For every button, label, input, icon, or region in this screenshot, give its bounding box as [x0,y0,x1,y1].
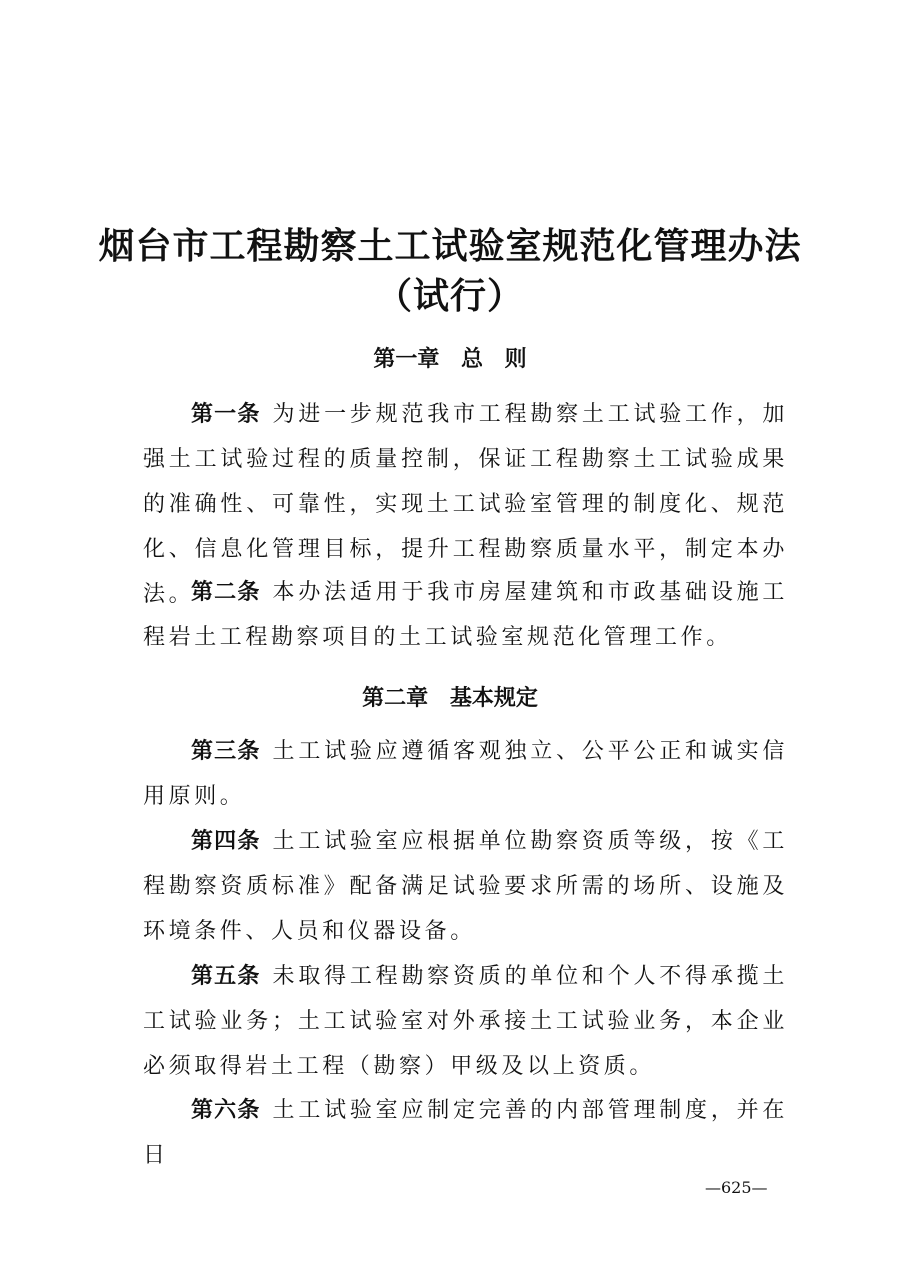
document-subtitle: （试行） [375,276,524,317]
article-paragraph [143,954,788,1089]
article-label: 第一条 [191,402,261,427]
page-number: —625— [705,1178,768,1197]
article-label: 第六条 [191,1098,261,1123]
article-text: 为进一步规范我市工程勘察土工试验工作，加强土工试验过程的质量控制，保证工程勘察土工试验成果的准确性、可靠性，实现土工试验室管理的制度化、规范化、信息化管理目标，提升工程勘察质量水平，制定本办法。 [143,402,788,607]
article-text: 未取得工程勘察资质的单位和个人不得承揽土工试验业务；土工试验室对外承接土工试验业务，本企业必须取得岩土工程（勘察）甲级及以上资质。 [143,964,788,1079]
document-title: 烟台市工程勘察土工试验室规范化管理办法 [98,226,802,267]
article-label: 第二条 [191,580,261,605]
article-text: 土工试验室应制定完善的内部管理制度，并在日 [143,1098,788,1168]
chapter-heading-2: 第二章 基本规定 [362,686,538,711]
article-label: 第三条 [191,739,261,764]
article-paragraph [143,729,788,819]
article-paragraph [143,570,788,660]
chapter-heading-1: 第一章 总 则 [373,347,527,372]
article-label: 第五条 [191,964,261,989]
article-text: 土工试验室应根据单位勘察资质等级，按《工程勘察资质标准》配备满足试验要求所需的场所、设施及环境条件、人员和仪器设备。 [143,829,788,944]
article-label: 第四条 [191,829,261,854]
article-text: 土工试验应遵循客观独立、公平公正和诚实信用原则。 [143,739,788,809]
article-paragraph [143,1088,788,1178]
article-paragraph [143,819,788,954]
article-text: 本办法适用于我市房屋建筑和市政基础设施工程岩土工程勘察项目的土工试验室规范化管理工作。 [143,580,788,650]
